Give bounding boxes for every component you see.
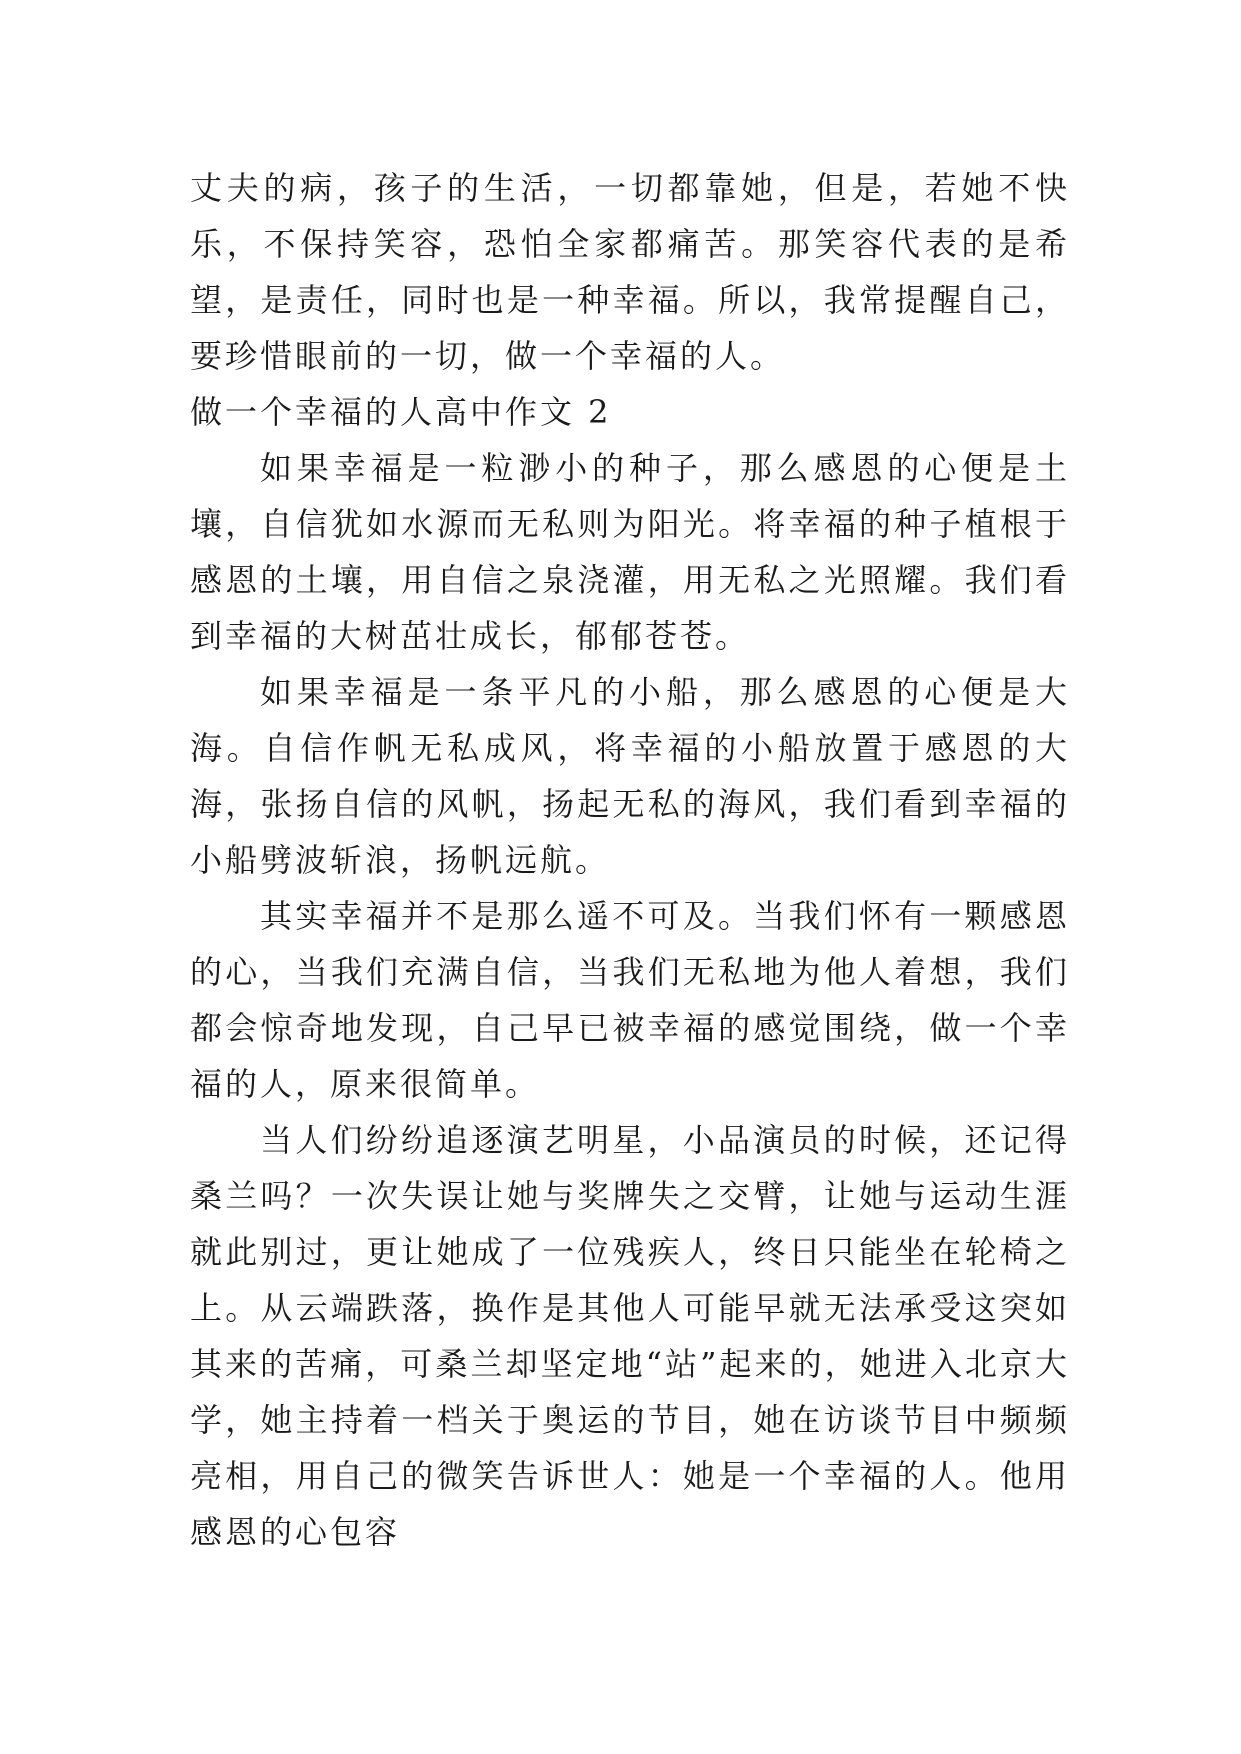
- paragraph-3: 其实幸福并不是那么遥不可及。当我们怀有一颗感恩的心，当我们充满自信，当我们无私地为他人着想，我们都会惊奇地发现，自己早已被幸福的感觉围绕，做一个幸福的人，原来很简单。: [190, 897, 1070, 1103]
- paragraph-1: 如果幸福是一粒渺小的种子，那么感恩的心便是土壤，自信犹如水源而无私则为阳光。将幸福的种子植根于感恩的土壤，用自信之泉浇灌，用无私之光照耀。我们看到幸福的大树茁壮成长，郁郁苍苍。: [190, 449, 1070, 655]
- paragraph-2: 如果幸福是一条平凡的小船，那么感恩的心便是大海。自信作帆无私成风，将幸福的小船放置于感恩的大海，张扬自信的风帆，扬起无私的海风，我们看到幸福的小船劈波斩浪，扬帆远航。: [190, 673, 1070, 879]
- intro-paragraph: 丈夫的病，孩子的生活，一切都靠她，但是，若她不快乐，不保持笑容，恐怕全家都痛苦。那笑容代表的是希望，是责任，同时也是一种幸福。所以，我常提醒自己，要珍惜眼前的一切，做一个幸福的人。: [190, 169, 1070, 375]
- section-title: 做一个幸福的人高中作文 2: [190, 393, 612, 431]
- paragraph-4: 当人们纷纷追逐演艺明星，小品演员的时候，还记得桑兰吗？一次失误让她与奖牌失之交臂，让她与运动生涯就此别过，更让她成了一位残疾人，终日只能坐在轮椅之上。从云端跌落，换作是其他人可能早就无法承受这突如其来的苦痛，可桑兰却坚定地“站”起来的，她进入北京大学，她主持着一档关于奥运的节目，她在访谈节目中频频亮相，用自己的微笑告诉世人：她是一个幸福的人。他用感恩的心包容: [190, 1121, 1070, 1551]
- document-body: [190, 160, 1070, 1560]
